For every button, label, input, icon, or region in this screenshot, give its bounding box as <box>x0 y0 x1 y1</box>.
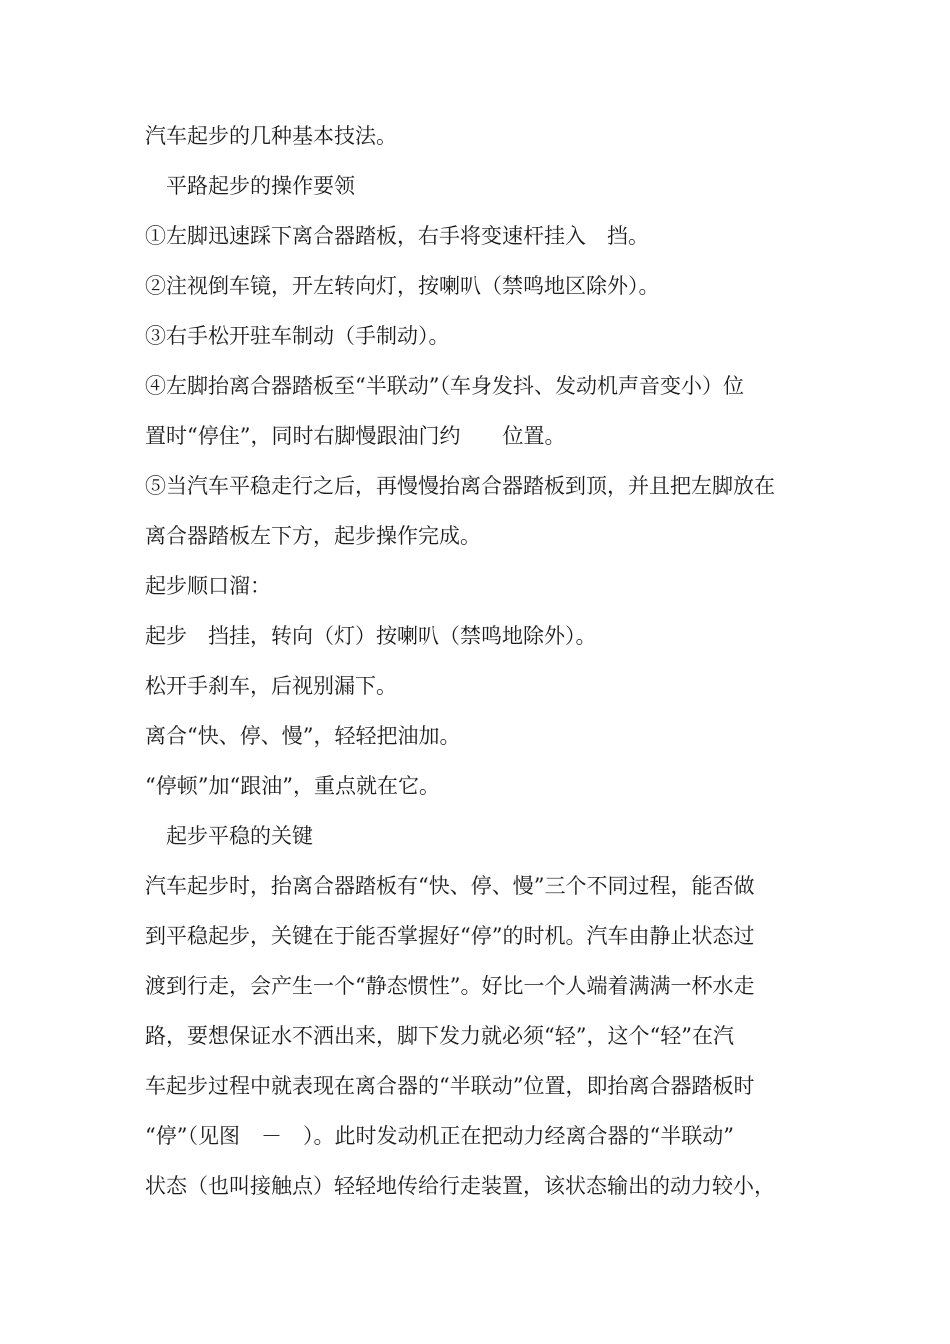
rhyme-line-4: “停顿”加“跟油”，重点就在它。 <box>145 774 440 798</box>
rhyme-line-1: 起步 挡挂，转向（灯）按喇叭（禁鸣地除外）。 <box>145 624 597 648</box>
step-5-line: ⑤当汽车平稳走行之后，再慢慢抬离合器踏板到顶，并且把左脚放在 <box>145 474 775 498</box>
paragraph-line: 到平稳起步，关键在于能否掌握好“停”的时机。汽车由静止状态过 <box>145 924 755 948</box>
step-4-line: ④左脚抬离合器踏板至“半联动”（车身发抖、发动机声音变小）位 <box>145 374 744 398</box>
paragraph-line: 车起步过程中就表现在离合器的“半联动”位置，即抬离合器踏板时 <box>145 1074 755 1098</box>
section-heading-smooth-start-key: 起步平稳的关键 <box>166 824 313 848</box>
step-1-line: ①左脚迅速踩下离合器踏板，右手将变速杆挂入 挡。 <box>145 224 649 248</box>
paragraph-line: 渡到行走，会产生一个“静态惯性”。好比一个人端着满满一杯水走 <box>145 974 755 998</box>
rhyme-line-2: 松开手刹车，后视别漏下。 <box>145 674 397 698</box>
document-body <box>145 111 810 1211</box>
rhyme-heading: 起步顺口溜： <box>145 574 271 598</box>
section-heading-flat-road-start: 平路起步的操作要领 <box>166 174 355 198</box>
step-2-line: ②注视倒车镜，开左转向灯，按喇叭（禁鸣地区除外）。 <box>145 274 660 298</box>
step-4-line-continued: 置时“停住”，同时右脚慢跟油门约 位置。 <box>145 424 566 448</box>
paragraph-line: 状态（也叫接触点）轻轻地传给行走装置，该状态输出的动力较小， <box>145 1174 775 1198</box>
paragraph-line: 汽车起步时，抬离合器踏板有“快、停、慢”三个不同过程，能否做 <box>145 874 755 898</box>
intro-line: 汽车起步的几种基本技法。 <box>145 124 397 148</box>
step-5-line-continued: 离合器踏板左下方，起步操作完成。 <box>145 524 481 548</box>
rhyme-line-3: 离合“快、停、慢”，轻轻把油加。 <box>145 724 461 748</box>
paragraph-line: 路，要想保证水不洒出来，脚下发力就必须“轻”，这个“轻”在汽 <box>145 1024 734 1048</box>
paragraph-line: “停”（见图 － ）。此时发动机正在把动力经离合器的“半联动” <box>145 1124 734 1148</box>
step-3-line: ③右手松开驻车制动（手制动）。 <box>145 324 450 348</box>
